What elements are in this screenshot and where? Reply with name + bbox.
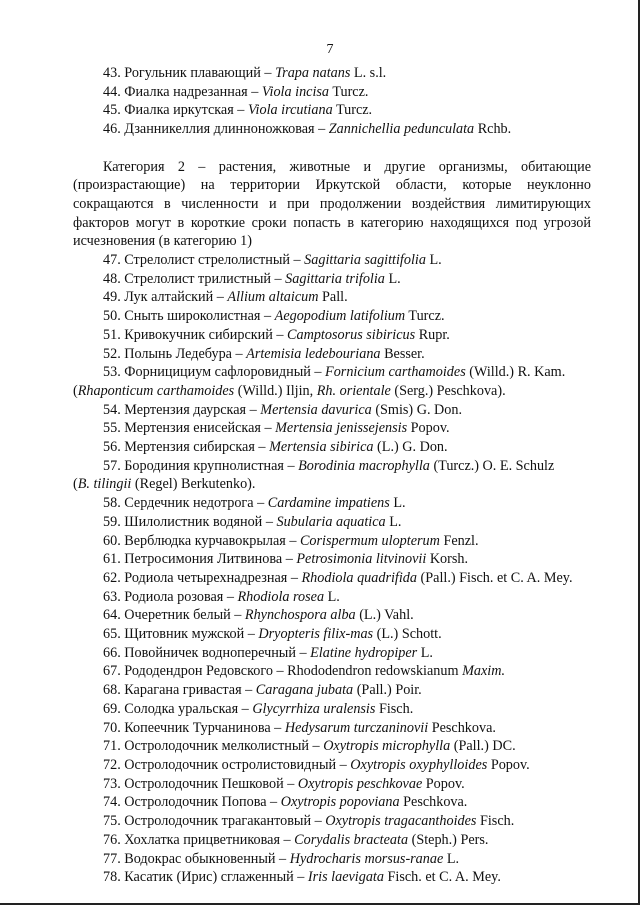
author: (Willd.) R. Kam.: [469, 364, 566, 381]
russian-name: Остролодочник трагакантовый –: [124, 813, 322, 830]
author: L.: [420, 644, 433, 661]
author: L.: [389, 513, 402, 530]
item-number: 47.: [103, 252, 121, 269]
russian-name: Фиалка иркутская –: [124, 102, 245, 119]
russian-name: Верблюдка курчавокрылая –: [124, 532, 297, 549]
russian-name: Хохлатка прицветниковая –: [124, 831, 291, 848]
list-item: [103, 550, 591, 569]
author: Popov.: [410, 420, 450, 437]
item-number: 66.: [103, 644, 121, 661]
document-body: [73, 64, 591, 887]
list-item: [103, 419, 591, 438]
author: (Pall.) Fisch. et C. A. Mey.: [420, 569, 573, 586]
author: Besser.: [384, 345, 425, 362]
item-number: 45.: [103, 102, 121, 119]
latin-name: Fornicium carthamoides: [325, 364, 466, 381]
author: Rupr.: [418, 326, 450, 343]
item-number: 75.: [103, 813, 121, 830]
item-number: 53.: [103, 364, 121, 381]
latin-name: Oxytropis popoviana: [280, 794, 400, 811]
latin-name: Viola ircutiana: [247, 102, 333, 119]
latin-name: Aegopodium latifolium: [274, 308, 406, 325]
list-item: [103, 457, 591, 476]
latin-name: Corispermum ulopterum: [299, 532, 440, 549]
author: Popov.: [490, 757, 530, 773]
list-item: [103, 363, 591, 382]
item-number: 48.: [103, 270, 121, 287]
latin-name: Rhodiola quadrifida: [301, 569, 417, 586]
latin-name: Oxytropis oxyphylloides: [350, 757, 488, 773]
author: (Turcz.) O. E. Schulz: [433, 457, 555, 474]
list-item: [103, 251, 591, 270]
list-item: [103, 606, 591, 625]
list-item: [103, 812, 591, 831]
list-item: [103, 756, 591, 775]
latin-name: Maxim.: [462, 663, 506, 680]
author: Rchb.: [477, 121, 512, 138]
list-item: [103, 494, 591, 513]
author: L.: [388, 270, 401, 287]
item-number: 67.: [103, 663, 121, 680]
latin-name: Petrosimonia litvinovii: [296, 551, 427, 568]
latin-name: Mertensia jenissejensis: [275, 420, 408, 437]
russian-name: Карагана гривастая –: [124, 682, 253, 699]
latin-name: Oxytropis peschkovae: [297, 775, 423, 792]
item-number: 69.: [103, 700, 121, 717]
item-number: 52.: [103, 345, 121, 362]
item-number: 78.: [103, 869, 121, 886]
author: L.: [327, 588, 340, 605]
latin-name: Oxytropis tragacanthoides: [325, 813, 477, 830]
author: Fisch.: [378, 700, 414, 717]
list-item: [73, 569, 591, 588]
list-item-continuation: [73, 475, 591, 494]
russian-name: Родиола розовая –: [124, 588, 234, 605]
item-number: 61.: [103, 551, 121, 568]
russian-name: Форницициум сафлоровидный –: [124, 364, 322, 381]
item-number: 51.: [103, 326, 121, 343]
item-number: 73.: [103, 775, 121, 792]
russian-name: Мертензия даурская –: [124, 401, 257, 418]
russian-name: Остролодочник Попова –: [124, 794, 278, 811]
russian-name: Стрелолист стрелолистный –: [124, 252, 301, 269]
russian-name: Лук алтайский –: [124, 289, 224, 306]
item-number: 70.: [103, 719, 121, 736]
list-item: [103, 662, 591, 681]
latin-name: Iris laevigata: [307, 869, 384, 886]
author: L.: [446, 850, 460, 867]
latin-name: Cardamine impatiens: [267, 495, 390, 512]
russian-name: Повойничек водноперечный –: [124, 644, 307, 661]
author: Turcz.: [332, 83, 369, 100]
item-number: 71.: [103, 738, 121, 755]
list-item: [103, 101, 591, 120]
author: Turcz.: [408, 308, 445, 325]
author: Pall.: [322, 289, 348, 306]
author: (Smis) G. Don.: [375, 401, 463, 418]
paren: (: [73, 476, 78, 493]
latin-name: Oxytropis microphylla: [323, 738, 451, 755]
latin-name: Sagittaria trifolia: [285, 270, 385, 287]
latin-name: Subularia aquatica: [276, 513, 386, 530]
author: (L.) G. Don.: [377, 439, 448, 456]
author: Fisch.: [479, 813, 515, 830]
item-number: 56.: [103, 439, 121, 456]
latin-name: Camptosorus sibiricus: [287, 326, 416, 343]
item-number: 59.: [103, 513, 121, 530]
russian-name: Остролодочник мелколистный –: [124, 738, 320, 755]
author: (Pall.) DC.: [453, 738, 516, 755]
russian-name: Щитовник мужской –: [124, 626, 255, 643]
list-item: [103, 120, 591, 139]
item-number: 46.: [103, 121, 121, 138]
author: Turcz.: [335, 102, 373, 119]
russian-name: Сердечник недотрога –: [124, 495, 265, 512]
russian-name: Петросимония Литвинова –: [124, 551, 293, 568]
latin-name: Viola incisa: [261, 83, 330, 100]
russian-name: Родиола четырехнадрезная –: [124, 569, 298, 586]
list-item: [103, 513, 591, 532]
russian-name: Водокрас обыкновенный –: [124, 850, 287, 867]
author: Korsh.: [429, 551, 469, 568]
author: Popov.: [425, 775, 465, 792]
russian-name: Дзанникеллия длинноножковая –: [124, 121, 326, 138]
author: (Pall.) Poir.: [356, 682, 422, 699]
author: (L.) Vahl.: [359, 607, 414, 624]
page-number: 7: [326, 42, 334, 57]
list-item: [103, 831, 591, 850]
category-paragraph: Категория 2 – растения, животные и другие организмы, обитающие (произрастающие) на территории Иркутской области, которые неуклонно сокращаются в численности и при продолжении воздействия лимитирующих факторов могут в короткие сроки попасть в категорию находящихся под угрозой исчезновения (в категорию 1): [73, 158, 591, 250]
russian-name: Рододендрон Редовского – Rhododendron redowskianum: [124, 663, 459, 680]
list-item: [103, 345, 591, 364]
paren: (: [73, 382, 78, 399]
latin-name: Elatine hydropiper: [310, 644, 418, 661]
list-item: [103, 307, 591, 326]
latin-name: Zannichellia pedunculata: [328, 121, 475, 138]
russian-name: Солодка уральская –: [124, 700, 249, 717]
list-item: [103, 737, 591, 756]
item-number: 60.: [103, 532, 121, 549]
russian-name: Касатик (Ирис) сглаженный –: [124, 869, 305, 886]
latin-name: Rhaponticum carthamoides: [77, 382, 235, 399]
item-number: 74.: [103, 794, 121, 811]
item-number: 50.: [103, 308, 121, 325]
latin-name: Allium altaicum: [227, 289, 319, 306]
item-number: 76.: [103, 831, 121, 848]
author: Peschkova.: [403, 794, 468, 811]
list-item: [103, 850, 591, 869]
author: L.: [393, 495, 406, 512]
author: L. s.l.: [353, 65, 387, 81]
russian-name: Остролодочник Пешковой –: [124, 775, 295, 792]
list-item: [103, 64, 591, 83]
latin-name: Dryopteris filix-mas: [258, 626, 374, 643]
latin-name: Corydalis bracteata: [294, 831, 409, 848]
item-number: 77.: [103, 850, 121, 867]
item-number: 43.: [103, 65, 121, 81]
russian-name: Кривокучник сибирский –: [124, 326, 284, 343]
author: (Serg.) Peschkova).: [390, 382, 506, 399]
item-number: 58.: [103, 495, 121, 512]
list-item: [103, 644, 591, 663]
russian-name: Рогульник плавающий –: [124, 65, 272, 81]
russian-name: Полынь Ледебура –: [124, 345, 243, 362]
list-item: [103, 700, 591, 719]
item-number: 72.: [103, 757, 121, 773]
item-number: 64.: [103, 607, 121, 624]
list-item: [103, 270, 591, 289]
item-number: 49.: [103, 289, 121, 306]
list-item: [103, 288, 591, 307]
latin-name: Sagittaria sagittifolia: [304, 252, 426, 269]
author: Peschkova.: [431, 719, 496, 736]
author: L.: [429, 252, 442, 269]
russian-name: Копеечник Турчанинова –: [124, 719, 282, 736]
latin-name: Trapa natans: [275, 65, 351, 81]
item-number: 63.: [103, 588, 121, 605]
item-number: 44.: [103, 83, 121, 100]
list-item: [103, 588, 591, 607]
russian-name: Мертензия енисейская –: [124, 420, 272, 437]
russian-name: Сныть широколистная –: [124, 308, 272, 325]
latin-name: Mertensia sibirica: [269, 439, 374, 456]
author: Fenzl.: [443, 532, 479, 549]
latin-name: Rhodiola rosea: [237, 588, 325, 605]
list-item: [103, 868, 591, 887]
latin-name: Rhynchospora alba: [244, 607, 356, 624]
russian-name: Бородиния крупнолистная –: [124, 457, 295, 474]
author: (Willd.) Iljin,: [234, 382, 317, 399]
author: (L.) Schott.: [376, 626, 442, 643]
latin-name: Artemisia ledebouriana: [246, 345, 381, 362]
list-item: [103, 326, 591, 345]
item-number: 54.: [103, 401, 121, 418]
list-item: [103, 793, 591, 812]
list-item-continuation: [73, 382, 591, 401]
item-number: 62.: [103, 569, 121, 586]
russian-name: Шилолистник водяной –: [124, 513, 273, 530]
latin-name: Borodinia macrophylla: [298, 457, 430, 474]
latin-name: Glycyrrhiza uralensis: [252, 700, 376, 717]
latin-name: Caragana jubata: [255, 682, 354, 699]
author: Fisch. et C. A. Mey.: [387, 869, 501, 886]
latin-name: Hedysarum turczaninovii: [284, 719, 429, 736]
latin-name: Hydrocharis morsus-ranae: [289, 850, 444, 867]
item-number: 68.: [103, 682, 121, 699]
item-number: 57.: [103, 457, 121, 474]
list-item: [103, 681, 591, 700]
list-item: [103, 775, 591, 794]
list-item: [103, 401, 591, 420]
item-number: 55.: [103, 420, 121, 437]
list-item: [103, 438, 591, 457]
latin-name: Mertensia davurica: [260, 401, 372, 418]
russian-name: Стрелолист трилистный –: [124, 270, 282, 287]
list-item: [103, 719, 591, 738]
russian-name: Фиалка надрезанная –: [124, 83, 259, 100]
russian-name: Остролодочник остролистовидный –: [124, 757, 347, 773]
author: (Steph.) Pers.: [411, 831, 489, 848]
author: (Regel) Berkutenko).: [131, 476, 256, 493]
list-item: [103, 625, 591, 644]
latin-name: B. tilingii: [77, 476, 132, 493]
list-item: [103, 83, 591, 102]
item-number: 65.: [103, 626, 121, 643]
latin-name: Rh. orientale: [316, 382, 391, 399]
russian-name: Мертензия сибирская –: [124, 439, 266, 456]
russian-name: Очеретник белый –: [124, 607, 242, 624]
list-item: [103, 532, 591, 551]
